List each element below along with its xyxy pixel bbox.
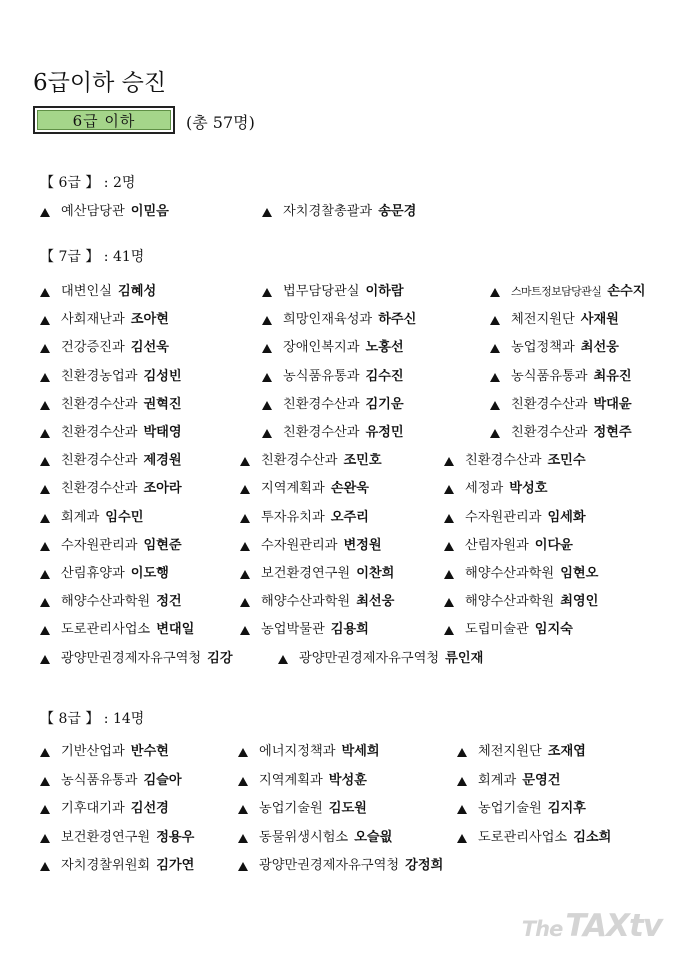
person-name: 임현오 bbox=[560, 566, 599, 581]
person-name: 조아현 bbox=[130, 312, 169, 327]
triangle-bullet-icon bbox=[40, 316, 50, 325]
person-name: 임지숙 bbox=[534, 622, 573, 637]
section-header: 【 7급 】 : 41명 bbox=[40, 249, 145, 265]
person-name: 김혜성 bbox=[117, 284, 157, 299]
list-item bbox=[490, 423, 632, 443]
person-name: 손수지 bbox=[607, 284, 646, 299]
department-name: 친환경수산과 bbox=[283, 425, 360, 440]
list-item bbox=[262, 282, 404, 302]
list-item bbox=[40, 202, 169, 222]
category-badge-label: 6급 이하 bbox=[37, 110, 171, 130]
person-name: 노홍선 bbox=[365, 340, 404, 355]
person-name: 정용우 bbox=[156, 830, 195, 845]
list-item bbox=[490, 310, 619, 330]
department-name: 농업박물관 bbox=[261, 622, 325, 637]
triangle-bullet-icon bbox=[40, 834, 50, 843]
department-name: 해양수산과학원 bbox=[465, 566, 555, 581]
triangle-bullet-icon bbox=[40, 570, 50, 579]
person-name: 김용희 bbox=[330, 622, 369, 637]
department-name: 친환경수산과 bbox=[261, 453, 338, 468]
list-row bbox=[0, 828, 680, 848]
triangle-bullet-icon bbox=[40, 805, 50, 814]
list-item bbox=[444, 508, 586, 528]
person-name: 김슬아 bbox=[143, 773, 182, 788]
list-item bbox=[240, 479, 369, 499]
triangle-bullet-icon bbox=[238, 834, 248, 843]
department-name: 자치경찰총괄과 bbox=[283, 204, 373, 219]
person-name: 김도원 bbox=[328, 801, 367, 816]
list-item bbox=[40, 479, 182, 499]
list-row bbox=[0, 799, 680, 819]
triangle-bullet-icon bbox=[238, 862, 248, 871]
department-name: 보건환경연구원 bbox=[261, 566, 351, 581]
list-row bbox=[0, 508, 680, 528]
triangle-bullet-icon bbox=[490, 344, 500, 353]
list-item bbox=[262, 367, 404, 387]
triangle-bullet-icon bbox=[238, 805, 248, 814]
triangle-bullet-icon bbox=[262, 344, 272, 353]
list-item bbox=[40, 310, 169, 330]
list-row bbox=[0, 367, 680, 387]
department-name: 친환경수산과 bbox=[61, 397, 138, 412]
department-name: 광양만권경제자유구역청 bbox=[61, 651, 202, 666]
triangle-bullet-icon bbox=[40, 748, 50, 757]
person-name: 임수민 bbox=[105, 510, 144, 525]
list-item bbox=[444, 479, 547, 499]
triangle-bullet-icon bbox=[40, 598, 50, 607]
department-name: 해양수산과학원 bbox=[261, 594, 351, 609]
triangle-bullet-icon bbox=[457, 748, 467, 757]
department-name: 지역계획과 bbox=[261, 481, 325, 496]
department-name: 회계과 bbox=[478, 773, 517, 788]
department-name: 산림휴양과 bbox=[61, 566, 125, 581]
list-item bbox=[40, 620, 194, 640]
list-item bbox=[490, 367, 632, 387]
department-name: 농업기술원 bbox=[259, 801, 323, 816]
department-name: 희망인재육성과 bbox=[283, 312, 373, 327]
list-item bbox=[444, 564, 598, 584]
person-name: 김가연 bbox=[156, 858, 195, 873]
person-name: 강정희 bbox=[405, 858, 444, 873]
person-name: 박세희 bbox=[341, 744, 380, 759]
triangle-bullet-icon bbox=[240, 514, 250, 523]
person-name: 정현주 bbox=[593, 425, 632, 440]
triangle-bullet-icon bbox=[490, 429, 500, 438]
person-name: 최영인 bbox=[560, 594, 599, 609]
list-item bbox=[457, 828, 611, 848]
person-name: 김소희 bbox=[573, 830, 612, 845]
triangle-bullet-icon bbox=[40, 344, 50, 353]
triangle-bullet-icon bbox=[40, 429, 50, 438]
list-row bbox=[0, 451, 680, 471]
triangle-bullet-icon bbox=[262, 208, 272, 217]
department-name: 예산담당관 bbox=[61, 204, 125, 219]
list-item bbox=[262, 423, 404, 443]
list-item bbox=[240, 564, 394, 584]
triangle-bullet-icon bbox=[40, 514, 50, 523]
department-name: 해양수산과학원 bbox=[465, 594, 555, 609]
triangle-bullet-icon bbox=[238, 748, 248, 757]
department-name: 동물위생시험소 bbox=[259, 830, 349, 845]
triangle-bullet-icon bbox=[240, 598, 250, 607]
list-item bbox=[40, 564, 169, 584]
person-name: 최선웅 bbox=[356, 594, 395, 609]
department-name: 수자원관리과 bbox=[61, 538, 138, 553]
list-item bbox=[262, 202, 416, 222]
department-name: 광양만권경제자유구역청 bbox=[259, 858, 400, 873]
triangle-bullet-icon bbox=[262, 316, 272, 325]
triangle-bullet-icon bbox=[240, 485, 250, 494]
department-name: 체전지원단 bbox=[511, 312, 575, 327]
list-row bbox=[0, 536, 680, 556]
triangle-bullet-icon bbox=[444, 626, 454, 635]
triangle-bullet-icon bbox=[40, 626, 50, 635]
list-item bbox=[444, 536, 573, 556]
person-name: 손완욱 bbox=[330, 481, 369, 496]
list-item bbox=[444, 592, 598, 612]
department-name: 친환경농업과 bbox=[61, 369, 138, 384]
page-title: 6급이하 승진 bbox=[33, 70, 167, 96]
list-item bbox=[240, 508, 369, 528]
department-name: 농업정책과 bbox=[511, 340, 575, 355]
department-name: 지역계획과 bbox=[259, 773, 323, 788]
list-item bbox=[238, 856, 443, 876]
department-name: 산림자원과 bbox=[465, 538, 529, 553]
triangle-bullet-icon bbox=[262, 288, 272, 297]
person-name: 조재엽 bbox=[547, 744, 586, 759]
person-name: 김성빈 bbox=[143, 369, 182, 384]
triangle-bullet-icon bbox=[40, 542, 50, 551]
list-item bbox=[40, 771, 182, 791]
department-name: 친환경수산과 bbox=[61, 481, 138, 496]
list-row bbox=[0, 395, 680, 415]
list-item bbox=[238, 742, 380, 762]
person-name: 최유진 bbox=[593, 369, 632, 384]
person-name: 류인재 bbox=[445, 651, 484, 666]
list-row bbox=[0, 202, 680, 222]
person-name: 이도행 bbox=[130, 566, 169, 581]
triangle-bullet-icon bbox=[444, 598, 454, 607]
person-name: 문영건 bbox=[522, 773, 561, 788]
section-header: 【 6급 】 : 2명 bbox=[40, 175, 136, 191]
list-item bbox=[40, 451, 182, 471]
department-name: 농업기술원 bbox=[478, 801, 542, 816]
triangle-bullet-icon bbox=[240, 626, 250, 635]
list-item bbox=[444, 451, 586, 471]
person-name: 김강 bbox=[207, 651, 233, 666]
department-name: 친환경수산과 bbox=[61, 453, 138, 468]
department-name: 수자원관리과 bbox=[465, 510, 542, 525]
person-name: 하주신 bbox=[378, 312, 417, 327]
list-row bbox=[0, 620, 680, 640]
person-name: 김선경 bbox=[130, 801, 169, 816]
list-item bbox=[40, 395, 182, 415]
person-name: 조민수 bbox=[547, 453, 586, 468]
triangle-bullet-icon bbox=[240, 542, 250, 551]
department-name: 농식품유통과 bbox=[61, 773, 138, 788]
list-item bbox=[457, 799, 586, 819]
list-item bbox=[40, 742, 169, 762]
department-name: 세정과 bbox=[465, 481, 504, 496]
department-name: 사회재난과 bbox=[61, 312, 125, 327]
section-header: 【 8급 】 : 14명 bbox=[40, 711, 145, 727]
list-item bbox=[240, 451, 382, 471]
person-name: 유정민 bbox=[365, 425, 404, 440]
department-name: 에너지정책과 bbox=[259, 744, 336, 759]
person-name: 이찬희 bbox=[356, 566, 395, 581]
person-name: 변정원 bbox=[343, 538, 382, 553]
total-count: (총 57명) bbox=[186, 113, 255, 132]
list-item bbox=[278, 649, 483, 669]
person-name: 조민호 bbox=[343, 453, 382, 468]
list-item bbox=[40, 828, 194, 848]
watermark-prefix: The bbox=[521, 917, 563, 941]
triangle-bullet-icon bbox=[444, 514, 454, 523]
list-item bbox=[262, 310, 416, 330]
department-name: 도로관리사업소 bbox=[478, 830, 568, 845]
department-name: 회계과 bbox=[61, 510, 100, 525]
list-item bbox=[40, 508, 143, 528]
person-name: 박성훈 bbox=[328, 773, 367, 788]
department-name: 기반산업과 bbox=[61, 744, 125, 759]
department-name: 보건환경연구원 bbox=[61, 830, 151, 845]
list-row bbox=[0, 564, 680, 584]
triangle-bullet-icon bbox=[40, 208, 50, 217]
department-name: 도로관리사업소 bbox=[61, 622, 151, 637]
triangle-bullet-icon bbox=[444, 457, 454, 466]
department-name: 도립미술관 bbox=[465, 622, 529, 637]
person-name: 권혁진 bbox=[143, 397, 182, 412]
triangle-bullet-icon bbox=[40, 373, 50, 382]
department-name: 체전지원단 bbox=[478, 744, 542, 759]
person-name: 김기운 bbox=[365, 397, 404, 412]
department-name: 해양수산과학원 bbox=[61, 594, 151, 609]
department-name: 장애인복지과 bbox=[283, 340, 360, 355]
triangle-bullet-icon bbox=[40, 862, 50, 871]
person-name: 정건 bbox=[156, 594, 182, 609]
triangle-bullet-icon bbox=[444, 570, 454, 579]
triangle-bullet-icon bbox=[457, 834, 467, 843]
list-item bbox=[444, 620, 573, 640]
person-name: 임세화 bbox=[547, 510, 586, 525]
person-name: 오주리 bbox=[330, 510, 369, 525]
department-name: 친환경수산과 bbox=[61, 425, 138, 440]
triangle-bullet-icon bbox=[490, 288, 500, 297]
person-name: 이믿음 bbox=[130, 204, 169, 219]
department-name: 농식품유통과 bbox=[283, 369, 360, 384]
department-name: 투자유치과 bbox=[261, 510, 325, 525]
triangle-bullet-icon bbox=[278, 655, 288, 664]
list-row bbox=[0, 310, 680, 330]
list-item bbox=[262, 395, 404, 415]
list-item bbox=[40, 423, 182, 443]
triangle-bullet-icon bbox=[40, 457, 50, 466]
triangle-bullet-icon bbox=[457, 777, 467, 786]
person-name: 제경원 bbox=[143, 453, 182, 468]
department-name: 자치경찰위원회 bbox=[61, 858, 151, 873]
person-name: 김수진 bbox=[365, 369, 404, 384]
list-item bbox=[490, 395, 632, 415]
list-row bbox=[0, 592, 680, 612]
list-row bbox=[0, 856, 680, 876]
department-name: 친환경수산과 bbox=[465, 453, 542, 468]
list-item bbox=[40, 649, 233, 669]
list-row bbox=[0, 742, 680, 762]
person-name: 임현준 bbox=[143, 538, 182, 553]
triangle-bullet-icon bbox=[262, 373, 272, 382]
triangle-bullet-icon bbox=[490, 373, 500, 382]
person-name: 박대윤 bbox=[593, 397, 632, 412]
department-name: 친환경수산과 bbox=[511, 425, 588, 440]
department-name: 광양만권경제자유구역청 bbox=[299, 651, 440, 666]
triangle-bullet-icon bbox=[262, 401, 272, 410]
list-item bbox=[240, 592, 394, 612]
list-item bbox=[262, 338, 404, 358]
list-item bbox=[40, 367, 182, 387]
department-name: 법무담당관실 bbox=[283, 284, 360, 299]
list-item bbox=[238, 771, 367, 791]
department-name: 기후대기과 bbox=[61, 801, 125, 816]
triangle-bullet-icon bbox=[490, 401, 500, 410]
person-name: 이하람 bbox=[365, 284, 404, 299]
list-item bbox=[40, 799, 169, 819]
triangle-bullet-icon bbox=[40, 288, 50, 297]
person-name: 오슬읪 bbox=[354, 830, 393, 845]
list-row bbox=[0, 479, 680, 499]
triangle-bullet-icon bbox=[40, 655, 50, 664]
triangle-bullet-icon bbox=[457, 805, 467, 814]
triangle-bullet-icon bbox=[444, 485, 454, 494]
list-item bbox=[40, 856, 194, 876]
triangle-bullet-icon bbox=[40, 777, 50, 786]
list-row bbox=[0, 338, 680, 358]
list-item bbox=[238, 828, 392, 848]
list-row bbox=[0, 423, 680, 443]
person-name: 이다윤 bbox=[534, 538, 573, 553]
person-name: 반수현 bbox=[130, 744, 169, 759]
list-item bbox=[457, 771, 560, 791]
watermark-main: TAXtv bbox=[565, 908, 662, 944]
list-item bbox=[240, 620, 369, 640]
category-badge bbox=[33, 106, 175, 134]
watermark-logo bbox=[522, 908, 662, 944]
department-name: 친환경수산과 bbox=[511, 397, 588, 412]
list-item bbox=[40, 282, 156, 302]
triangle-bullet-icon bbox=[40, 485, 50, 494]
triangle-bullet-icon bbox=[262, 429, 272, 438]
triangle-bullet-icon bbox=[240, 457, 250, 466]
department-name: 농식품유통과 bbox=[511, 369, 588, 384]
list-item bbox=[457, 742, 586, 762]
person-name: 박성호 bbox=[509, 481, 548, 496]
department-name: 대변인실 bbox=[61, 284, 112, 299]
list-item bbox=[240, 536, 382, 556]
person-name: 조아라 bbox=[143, 481, 182, 496]
person-name: 김선욱 bbox=[130, 340, 169, 355]
person-name: 사재원 bbox=[580, 312, 619, 327]
person-name: 박태영 bbox=[143, 425, 182, 440]
list-row bbox=[0, 771, 680, 791]
department-name: 친환경수산과 bbox=[283, 397, 360, 412]
person-name: 최선웅 bbox=[580, 340, 619, 355]
triangle-bullet-icon bbox=[240, 570, 250, 579]
triangle-bullet-icon bbox=[238, 777, 248, 786]
person-name: 변대일 bbox=[156, 622, 195, 637]
triangle-bullet-icon bbox=[444, 542, 454, 551]
department-name: 스마트정보담당관실 bbox=[511, 285, 602, 298]
list-item bbox=[40, 536, 182, 556]
list-item bbox=[238, 799, 367, 819]
triangle-bullet-icon bbox=[40, 401, 50, 410]
department-name: 건강증진과 bbox=[61, 340, 125, 355]
list-item bbox=[40, 338, 169, 358]
person-name: 김지후 bbox=[547, 801, 586, 816]
list-item bbox=[490, 282, 645, 302]
list-row bbox=[0, 282, 680, 302]
department-name: 수자원관리과 bbox=[261, 538, 338, 553]
triangle-bullet-icon bbox=[490, 316, 500, 325]
list-item bbox=[40, 592, 182, 612]
list-item bbox=[490, 338, 619, 358]
person-name: 송문경 bbox=[378, 204, 417, 219]
list-row bbox=[0, 649, 680, 669]
